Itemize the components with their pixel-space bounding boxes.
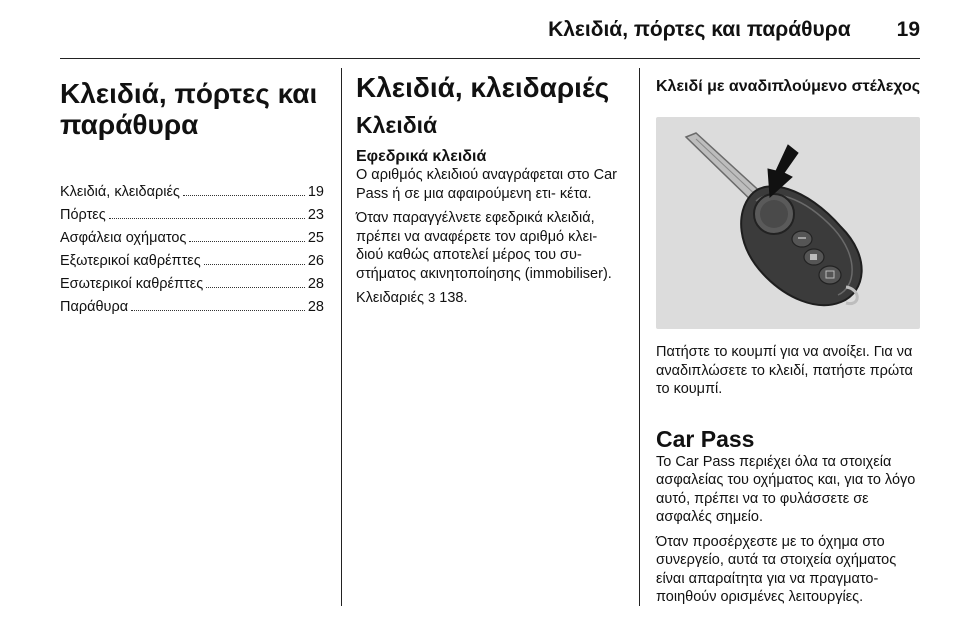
car-pass-heading: Car Pass — [656, 425, 755, 452]
toc-entry-label: Παράθυρα — [60, 299, 129, 315]
xref-label: Κλειδαριές — [356, 290, 424, 306]
running-title: Κλειδιά, πόρτες και παράθυρα — [548, 18, 851, 41]
toc-leader — [206, 287, 305, 288]
page-number: 19 — [896, 18, 920, 41]
table-of-contents — [60, 181, 324, 319]
running-header — [548, 18, 920, 42]
spare-keys-heading: Εφεδρικά κλειδιά — [356, 148, 487, 165]
header-rule — [60, 58, 920, 59]
keys-column — [356, 72, 624, 314]
unlock-button-icon — [792, 231, 812, 247]
tailgate-button-icon — [819, 266, 841, 284]
toc-entry-label: Πόρτες — [60, 207, 106, 223]
subsection-title: Κλειδιά — [356, 112, 438, 138]
toc-entry[interactable] — [60, 273, 324, 296]
chapter-title: Κλειδιά, πόρτες και παράθυρα — [60, 78, 318, 140]
column-divider-1 — [341, 68, 342, 606]
xref-page: 138. — [439, 290, 468, 306]
car-pass-para-2: Όταν προσέρχεστε με το όχημα στο συνεργείο, αυτά τα στοιχεία οχήματος είναι απαραίτητα για να πραγματο- ποιηθούν ορισμένες λειτουργίες. — [656, 533, 897, 605]
folding-key-illustration — [656, 117, 920, 329]
spare-keys-para-1: Ο αριθμός κλειδιού αναγράφεται στο Car Pass ή σε μια αφαιρούμενη ετι- κέτα. — [356, 167, 618, 202]
section-title: Κλειδιά, κλειδαριές — [356, 72, 610, 103]
toc-column — [60, 72, 324, 319]
folding-key-heading: Κλειδί με αναδιπλούμενο στέλεχος — [656, 78, 921, 95]
figure-caption: Πατήστε το κουμπί για να ανοίξει. Για να αναδιπλώσετε το κλειδί, πατήστε πρώτα το κουμπί. — [656, 344, 913, 397]
toc-entry-page: 25 — [307, 230, 324, 246]
toc-entry-label: Ασφάλεια οχήματος — [60, 230, 187, 246]
toc-entry-label: Εσωτερικοί καθρέπτες — [60, 276, 204, 292]
toc-entry[interactable] — [60, 296, 324, 319]
toc-leader — [109, 218, 305, 219]
toc-leader — [131, 310, 305, 311]
toc-entry-page: 28 — [307, 276, 324, 292]
toc-entry-label: Εξωτερικοί καθρέπτες — [60, 253, 201, 269]
toc-leader — [183, 195, 305, 196]
toc-entry-label: Κλειδιά, κλειδαριές — [60, 184, 180, 200]
cross-reference[interactable] — [356, 289, 624, 308]
folding-key-column — [656, 72, 922, 613]
toc-entry[interactable] — [60, 204, 324, 227]
toc-leader — [204, 264, 305, 265]
xref-arrow-icon: 3 — [428, 290, 436, 305]
car-pass-para-1: Το Car Pass περιέχει όλα τα στοιχεία ασφαλείας του οχήματος και, για το λόγο αυτό, πρέπει να το φυλάσσετε σε ασφαλές σημείο. — [656, 453, 916, 525]
toc-leader — [189, 241, 304, 242]
toc-entry[interactable] — [60, 227, 324, 250]
toc-entry[interactable] — [60, 181, 324, 204]
column-divider-2 — [639, 68, 640, 606]
toc-entry-page: 19 — [307, 184, 324, 200]
toc-entry-page: 28 — [307, 299, 324, 315]
spare-keys-para-2: Όταν παραγγέλνετε εφεδρικά κλειδιά, πρέπει να αναφέρετε τον αριθμό κλει- διού καθώς αποτελεί μέρος του συ- στήματος ακινητοποίησης (immobiliser). — [356, 210, 612, 282]
folding-key-figure — [656, 117, 920, 329]
toc-entry[interactable] — [60, 250, 324, 273]
toc-entry-page: 23 — [307, 207, 324, 223]
toc-entry-page: 26 — [307, 253, 324, 269]
